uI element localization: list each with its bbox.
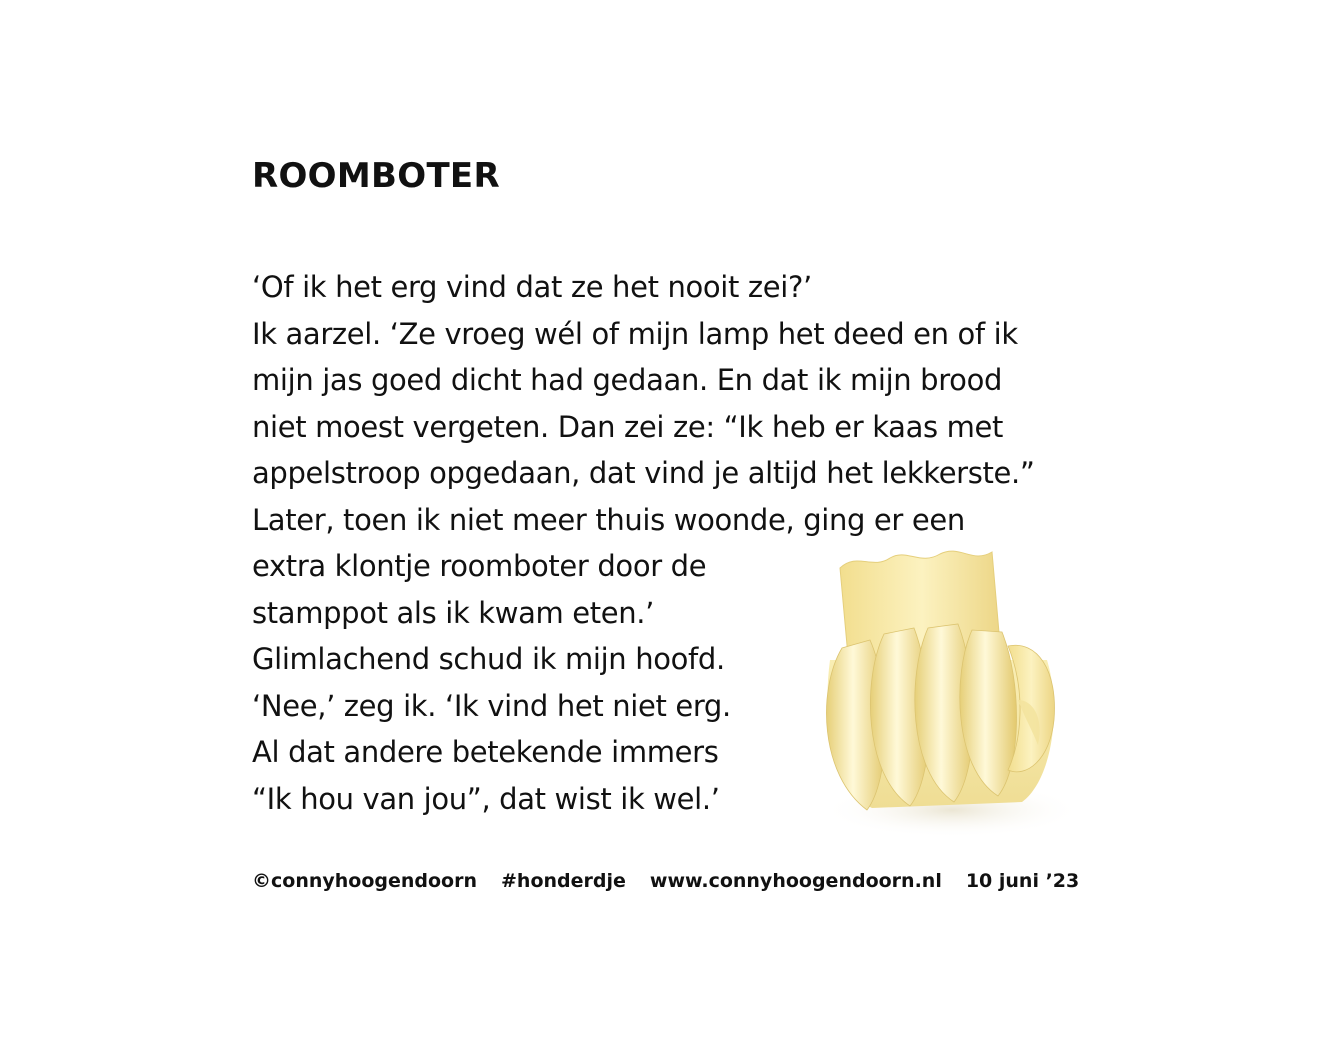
poem-line: Ik aarzel. ‘Ze vroeg wél of mijn lamp het deed en of ik xyxy=(252,316,1018,351)
poem-line: ‘Nee,’ zeg ik. ‘Ik vind het niet erg. xyxy=(252,688,731,723)
hashtag-label: #honderdje xyxy=(501,870,626,892)
poem-line: ‘Of ik het erg vind dat ze het nooit zei?’ xyxy=(252,270,812,304)
poem-line: niet moest vergeten. Dan zei ze: “Ik heb er kaas met xyxy=(252,409,1004,444)
butter-curl-icon xyxy=(812,540,1082,840)
footer xyxy=(252,870,1079,892)
poem-line: Glimlachend schud ik mijn hoofd. xyxy=(252,642,725,676)
poem-line: extra klontje roomboter door de xyxy=(252,549,707,583)
date-label: 10 juni ’23 xyxy=(965,870,1080,892)
poem-title: ROOMBOTER xyxy=(252,156,500,196)
website-label: www.connyhoogendoorn.nl xyxy=(649,870,942,892)
poem-line: “Ik hou van jou”, dat wist ik wel.’ xyxy=(252,781,720,816)
poem-line: Al dat andere betekende immers xyxy=(252,735,719,769)
copyright-label: ©connyhoogendoorn xyxy=(252,870,478,892)
poem-line: stamppot als ik kwam eten.’ xyxy=(252,595,655,630)
poem-line: Later, toen ik niet meer thuis woonde, ging er een xyxy=(252,502,965,537)
poem-line: appelstroop opgedaan, dat vind je altijd het lekkerste.” xyxy=(252,456,1035,490)
poem-line: mijn jas goed dicht had gedaan. En dat ik mijn brood xyxy=(252,363,1003,397)
